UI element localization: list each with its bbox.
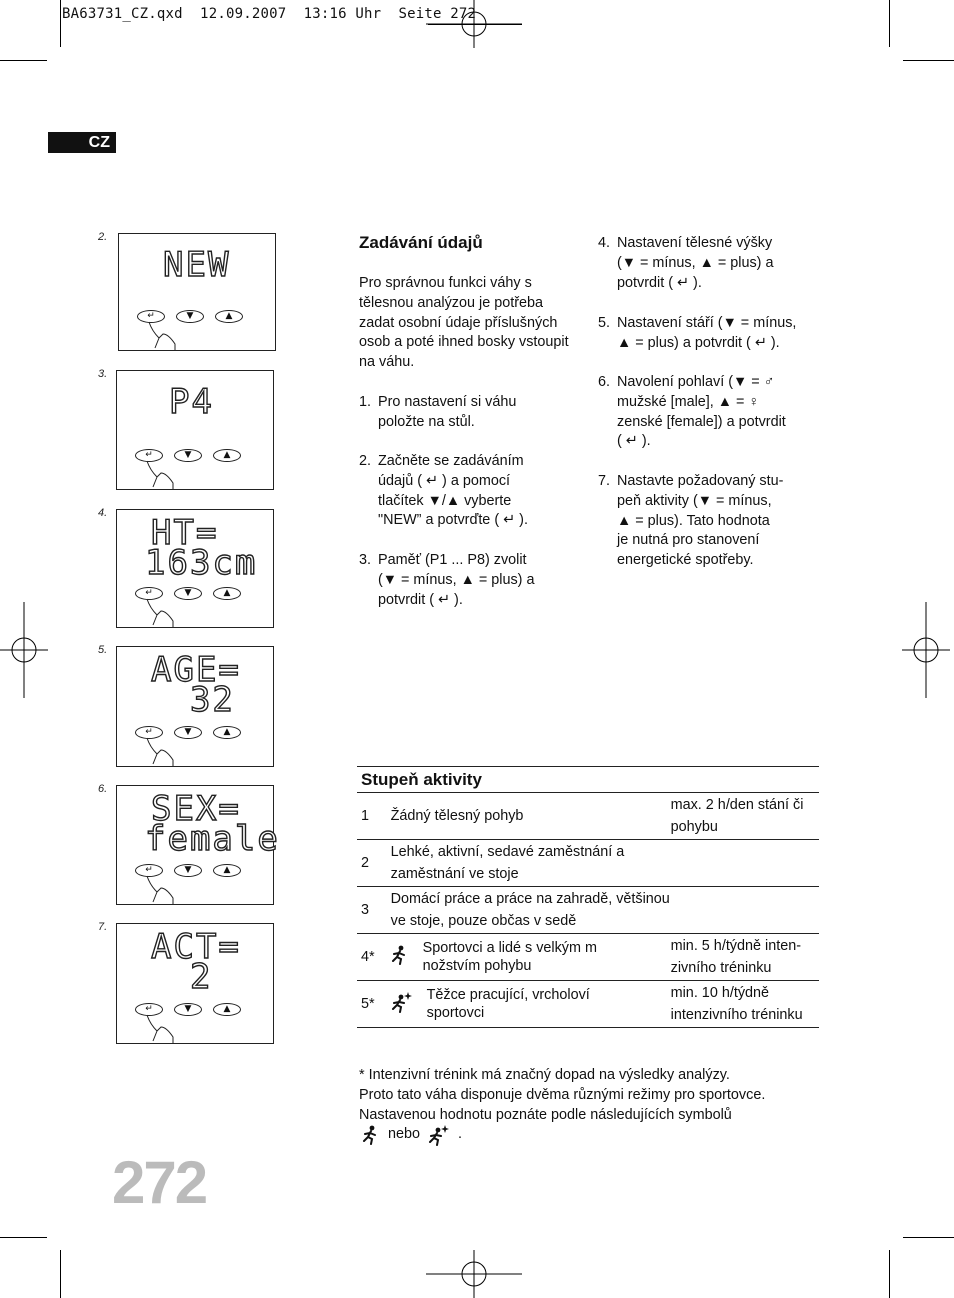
activity-note [671, 840, 819, 887]
step-line: (▼ = mínus, ▲ = plus) a [378, 571, 535, 588]
down-button [174, 587, 202, 600]
up-button [215, 310, 243, 323]
step-line: tlačítek ▼/▲ vyberte [378, 492, 512, 509]
pro-runner-icon [391, 991, 413, 1018]
pointing-hand-icon [143, 736, 177, 766]
registration-mark-left [0, 602, 48, 698]
footnote-line3: Nastavenou hodnotu poznáte podle následujících symbolů [359, 1107, 732, 1123]
lcd-line-1: P4 [169, 382, 214, 422]
table-row [357, 934, 819, 981]
page-number: 272 [112, 1149, 207, 1216]
step-line: ▲ = plus) a potvrdit ( ↵ ). [617, 334, 780, 351]
panel-step-number: 3. [98, 368, 108, 380]
activity-level: 5* [361, 996, 375, 1012]
activity-description [391, 934, 671, 980]
pointing-hand-icon [145, 320, 179, 350]
table-row [357, 840, 819, 887]
activity-description: Domácí práce a práce na zahradě, většinou ve stoje, pouze občas v sedě [390, 891, 670, 929]
enter-icon: ↵ [145, 1004, 153, 1014]
step-number: 2. [359, 453, 372, 469]
lcd-line-2: 163cm [145, 543, 258, 583]
activity-note [671, 887, 819, 934]
down-icon: ▼ [184, 450, 192, 460]
scale-display-panel [116, 785, 280, 905]
lcd-line-1: ACT= [151, 927, 241, 967]
scale-display-panel [116, 509, 274, 628]
lcd-line-2: female [145, 819, 280, 859]
down-button [174, 864, 202, 877]
crop-mark [0, 60, 47, 61]
down-icon: ▼ [184, 588, 192, 598]
scale-display-panel [118, 233, 276, 351]
step-line: zenské [female]) a potvrdit [617, 413, 786, 430]
lcd-line-1: NEW [163, 245, 231, 285]
up-button [213, 587, 241, 600]
step-line: Začněte se zadáváním [378, 453, 524, 469]
up-icon: ▲ [223, 588, 231, 598]
panel-step-number: 4. [98, 507, 108, 519]
activity-description: Žádný tělesný pohyb [390, 808, 524, 824]
step-line: Paměť (P1 ... P8) zvolit [378, 552, 527, 568]
crop-mark [0, 1237, 47, 1238]
down-icon: ▼ [184, 727, 192, 737]
step-line: "NEW” a potvrďte ( ↵ ). [378, 512, 528, 529]
step-line: Nastavte požadovaný stu- [617, 473, 784, 489]
lcd-line-2: 32 [145, 680, 235, 720]
crop-mark [889, 1250, 890, 1298]
down-icon: ▼ [184, 1004, 192, 1014]
instruction-step [598, 472, 783, 571]
down-icon: ▼ [186, 311, 194, 321]
registration-mark-right [902, 602, 950, 698]
step-line: Pro nastavení si váhu [378, 394, 517, 410]
activity-description: Lehké, aktivní, sedavé zaměstnání a zaměstnání ve stoje [390, 844, 625, 882]
up-button [213, 449, 241, 462]
step-line: (▼ = mínus, ▲ = plus) a [617, 254, 774, 271]
step-number: 3. [359, 552, 372, 568]
step-line: Nastavení tělesné výšky [617, 235, 773, 251]
table-row [357, 887, 819, 934]
panel-step-number: 7. [98, 921, 108, 933]
footnote-line2: Proto tato váha disponuje dvěma různými režimy pro sportovce. [359, 1087, 766, 1103]
up-button [213, 1003, 241, 1016]
crop-mark [60, 0, 61, 47]
activity-table-title: Stupeň aktivity [361, 769, 482, 789]
lcd-line-2: 2 [145, 957, 213, 997]
step-line: potvrdit ( ↵ ). [378, 591, 463, 608]
table-row [357, 793, 819, 840]
down-button [176, 310, 204, 323]
enter-icon: ↵ [145, 588, 153, 598]
enter-icon: ↵ [147, 311, 155, 321]
enter-icon: ↵ [145, 865, 153, 875]
crop-mark [903, 1237, 954, 1238]
crop-mark [60, 1250, 61, 1298]
step-line: potvrdit ( ↵ ). [617, 274, 702, 291]
crop-mark [903, 60, 954, 61]
footnote-nebo: nebo [388, 1126, 421, 1143]
panel-step-number: 5. [98, 644, 108, 656]
enter-icon: ↵ [145, 727, 153, 737]
instruction-step [359, 452, 528, 531]
down-button [174, 449, 202, 462]
footnote-symbols [362, 1124, 462, 1146]
activity-note: min. 10 h/týdně intenzivního tréninku [670, 985, 803, 1023]
step-line: položte na stůl. [378, 413, 475, 430]
up-button [213, 864, 241, 877]
instruction-step [359, 551, 534, 610]
crop-mark [889, 0, 890, 47]
step-number: 5. [598, 315, 611, 331]
instruction-step [598, 234, 773, 293]
step-number: 6. [598, 374, 611, 390]
file-header: BA63731_CZ.qxd 12.09.2007 13:16 Uhr Seite 272 [62, 6, 477, 22]
step-line: ( ↵ ). [617, 433, 651, 450]
sport-runner-icon [391, 945, 409, 970]
lcd-line-1: SEX= [151, 789, 241, 829]
up-icon: ▲ [225, 311, 233, 321]
down-button [174, 1003, 202, 1016]
instruction-step [359, 393, 516, 433]
step-line: mužské [male], ▲ = ♀ [617, 393, 760, 410]
panel-step-number: 2. [98, 231, 108, 243]
language-tab: CZ [48, 132, 116, 153]
up-icon: ▲ [223, 727, 231, 737]
enter-icon: ↵ [145, 450, 153, 460]
panel-step-number: 6. [98, 783, 108, 795]
scale-display-panel [116, 923, 274, 1044]
activity-table [357, 766, 819, 1028]
instruction-step [598, 373, 786, 452]
up-icon: ▲ [223, 865, 231, 875]
registration-mark-bottom [426, 1250, 522, 1298]
pro-runner-icon [428, 1124, 450, 1146]
lcd-line-1: AGE= [151, 650, 241, 690]
activity-description [391, 981, 671, 1027]
up-button [213, 726, 241, 739]
step-line: Nastavení stáří (▼ = mínus, [617, 315, 797, 331]
activity-level: 1 [361, 808, 370, 824]
table-row [357, 981, 819, 1028]
pointing-hand-icon [143, 597, 177, 627]
down-button [174, 726, 202, 739]
up-icon: ▲ [223, 1004, 231, 1014]
pointing-hand-icon [143, 459, 177, 489]
activity-level: 2 [361, 855, 370, 871]
scale-display-panel [116, 370, 274, 490]
instruction-step [598, 314, 796, 354]
footnote-line1: * Intenzivní trénink má značný dopad na výsledky analýzy. [359, 1067, 730, 1083]
step-line: peň aktivity (▼ = mínus, [617, 492, 772, 509]
pointing-hand-icon [143, 1013, 177, 1043]
activity-level: 3 [361, 902, 370, 918]
step-number: 1. [359, 394, 372, 410]
activity-level: 4* [361, 949, 375, 965]
lcd-line-1: HT= [151, 513, 219, 553]
step-number: 7. [598, 473, 611, 489]
activity-note: min. 5 h/týdně inten-zivního tréninku [670, 938, 802, 976]
intro-text: Pro správnou funkci váhy s tělesnou analýzou je potřeba zadat osobní údaje příslušných osob a poté ihned bosky vstoupit na váhu. [359, 275, 569, 371]
step-line: Navolení pohlaví (▼ = ♂ [617, 374, 775, 390]
down-icon: ▼ [184, 865, 192, 875]
activity-description-text: Těžce pracující, vrcholoví sportovci [426, 987, 590, 1021]
step-line: energetické spotřeby. [617, 552, 754, 569]
step-line: údajů ( ↵ ) a pomocí [378, 472, 511, 489]
pointing-hand-icon [143, 874, 177, 904]
up-icon: ▲ [223, 450, 231, 460]
activity-description-text: Sportovci a lidé s velkým m nožstvím pohybu [422, 940, 597, 974]
step-line: ▲ = plus). Tato hodnota [617, 512, 770, 529]
header-underline [428, 24, 522, 25]
activity-note: max. 2 h/den stání či pohybu [670, 797, 804, 835]
section-title: Zadávání údajů [359, 233, 483, 252]
scale-display-panel [116, 646, 274, 767]
step-number: 4. [598, 235, 611, 251]
footnote-end: . [458, 1126, 463, 1143]
step-line: je nutná pro stanovení [617, 532, 760, 549]
sport-runner-icon [362, 1125, 380, 1145]
